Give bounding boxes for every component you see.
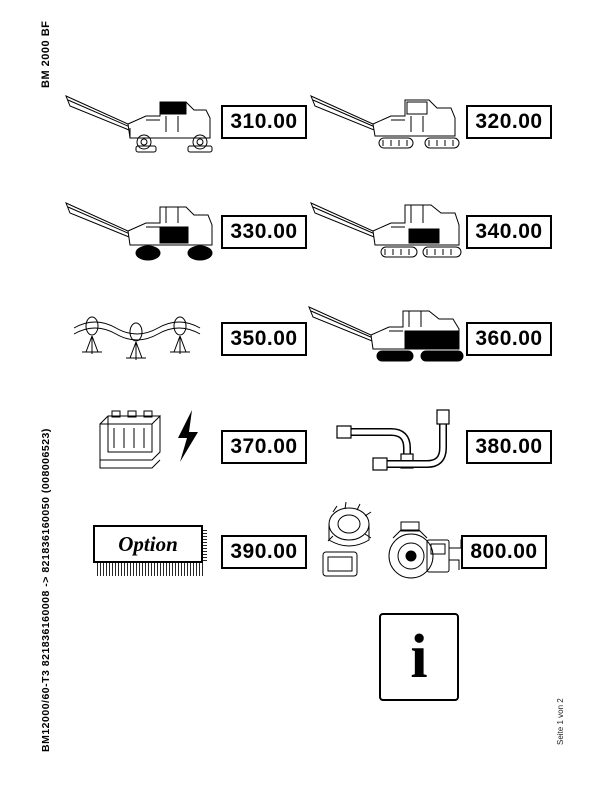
page-footer-label: Seite 1 von 2 — [556, 698, 565, 745]
milling-machine-figure — [305, 80, 465, 160]
item-number-badge[interactable]: 800.00 — [461, 535, 547, 569]
page-title: BM 2000 BF — [40, 20, 52, 88]
milling-machine-figure — [305, 293, 470, 373]
info-symbol-box[interactable] — [379, 613, 459, 701]
hydraulic-pumps-figure — [315, 500, 475, 590]
item-number-badge[interactable]: 340.00 — [466, 215, 552, 249]
information-icon: i — [410, 623, 428, 691]
milling-machine-figure — [305, 187, 465, 272]
item-number-badge[interactable]: 380.00 — [466, 430, 552, 464]
hydraulic-hoses-figure — [333, 402, 473, 482]
item-number-badge[interactable]: 360.00 — [466, 322, 552, 356]
item-number-badge[interactable]: 350.00 — [221, 322, 307, 356]
milling-machine-figure — [60, 187, 220, 272]
item-number-badge[interactable]: 370.00 — [221, 430, 307, 464]
document-id: BM12000/60-T3 821836160008 -> 821836160050 (008006523) — [40, 428, 52, 752]
item-number-badge[interactable]: 320.00 — [466, 105, 552, 139]
battery-figure — [90, 402, 220, 482]
milling-machine-figure — [60, 80, 220, 160]
item-number-badge[interactable]: 390.00 — [221, 535, 307, 569]
option-plate: Option — [93, 525, 203, 563]
item-number-badge[interactable]: 330.00 — [221, 215, 307, 249]
water-spray-bar-figure — [68, 300, 218, 372]
item-number-badge[interactable]: 310.00 — [221, 105, 307, 139]
